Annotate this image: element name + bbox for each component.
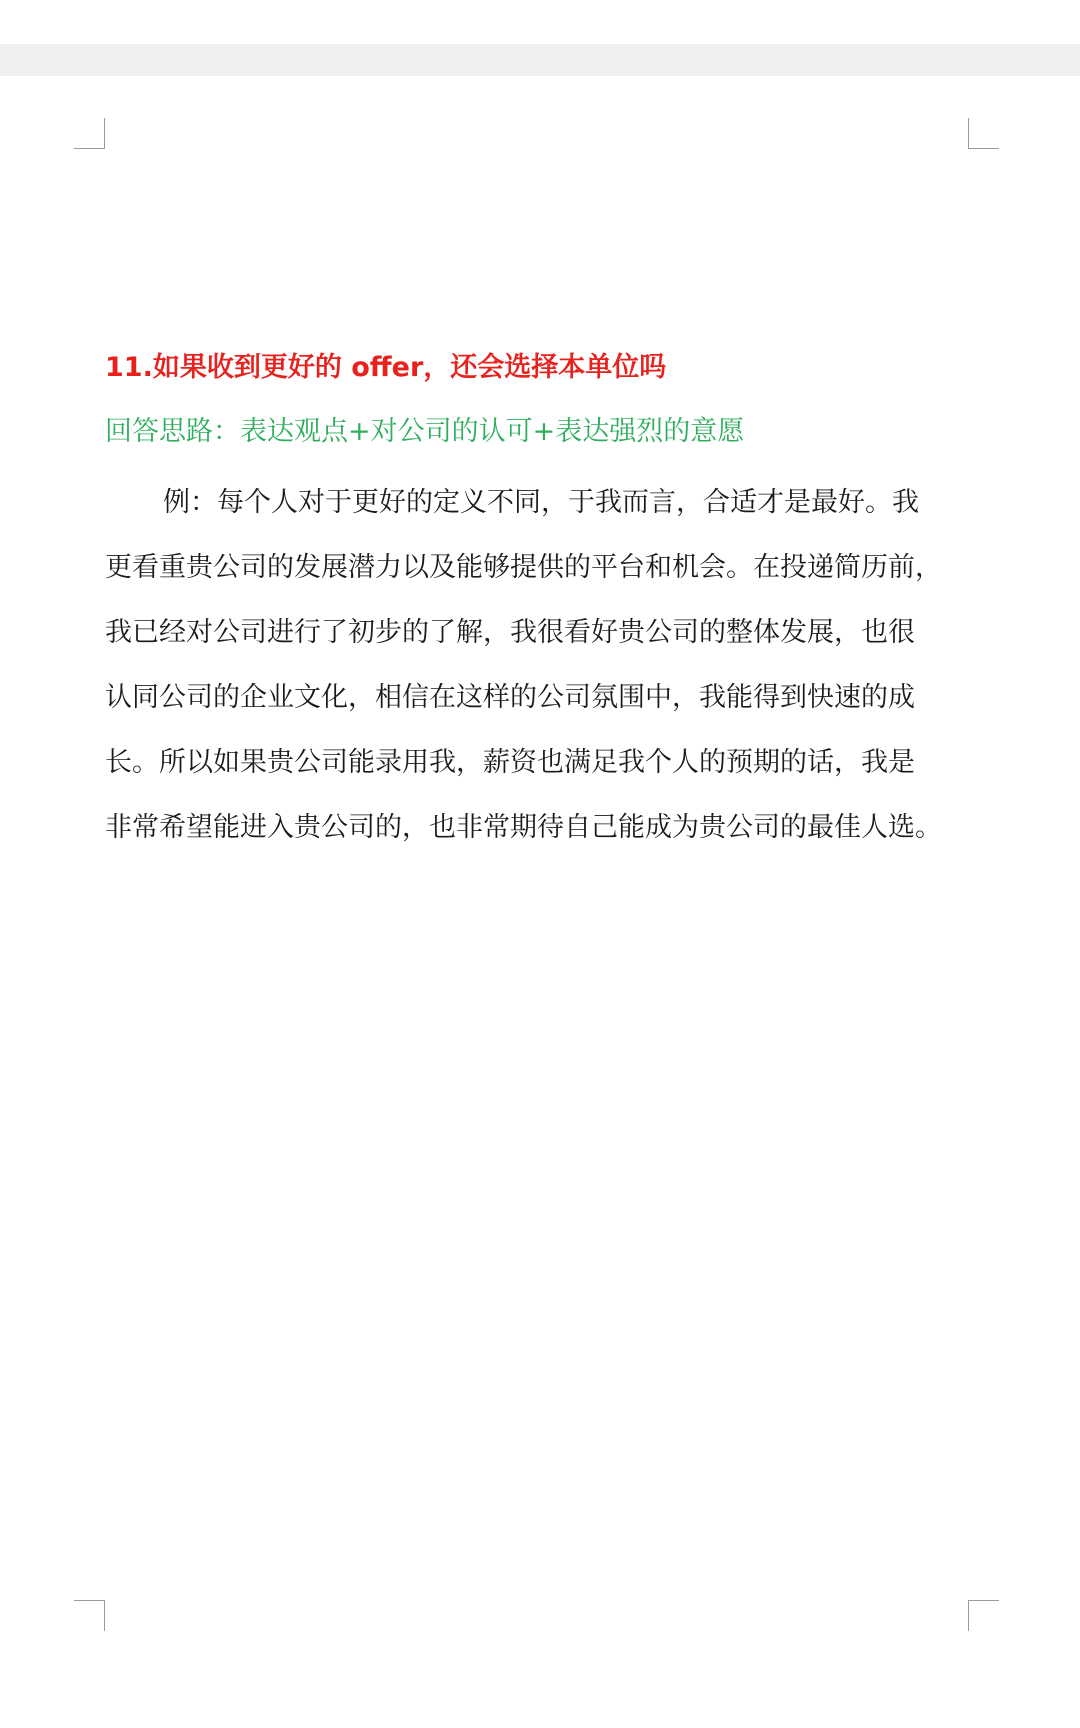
body-line: 例：每个人对于更好的定义不同，于我而言，合适才是最好。我 [163,487,919,518]
question-heading: 11.如果收到更好的 offer，还会选择本单位吗 [105,352,667,383]
body-line: 非常希望能进入贵公司的，也非常期待自己能成为贵公司的最佳人选。 [105,812,942,843]
body-line: 我已经对公司进行了初步的了解，我很看好贵公司的整体发展，也很 [105,617,915,648]
answer-approach: 回答思路：表达观点+对公司的认可+表达强烈的意愿 [105,416,745,447]
body-line: 更看重贵公司的发展潜力以及能够提供的平台和机会。在投递简历前， [105,552,942,583]
body-line: 长。所以如果贵公司能录用我，薪资也满足我个人的预期的话，我是 [105,747,915,778]
page-corner-mark-bottom-right [968,1600,999,1631]
body-line: 认同公司的企业文化，相信在这样的公司氛围中，我能得到快速的成 [105,682,915,713]
page-corner-mark-bottom-left [74,1600,105,1631]
page-corner-mark-top-right [968,118,999,149]
page-corner-mark-top-left [74,118,105,149]
document-content [105,350,995,860]
toolbar-band [0,44,1080,76]
document-page [0,76,1080,1728]
